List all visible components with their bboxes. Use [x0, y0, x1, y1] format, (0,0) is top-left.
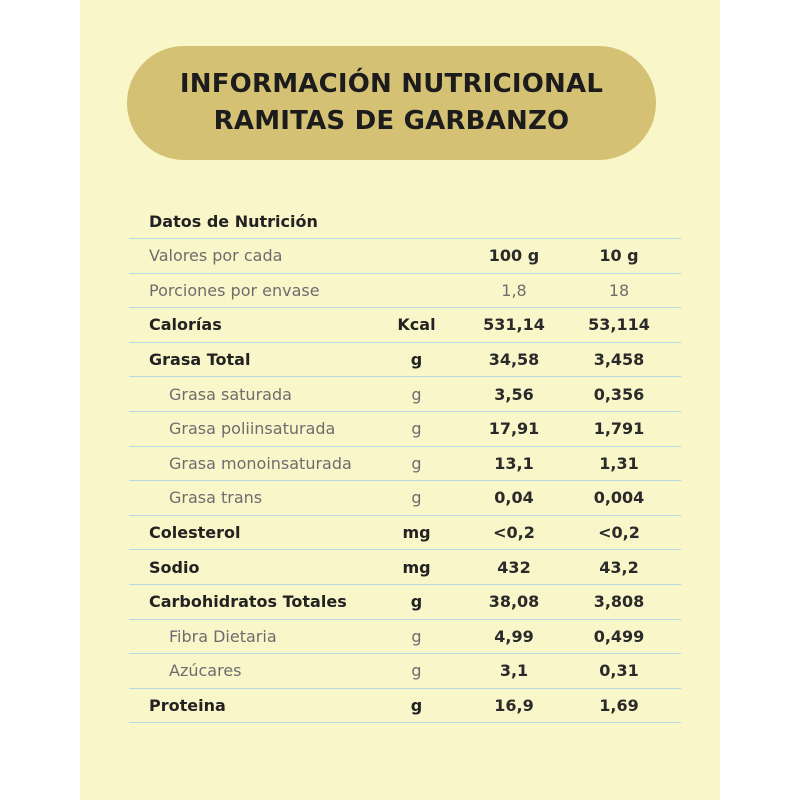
- value-per-100g: <0,2: [493, 523, 535, 543]
- table-row: [129, 377, 681, 412]
- table-row: [129, 654, 681, 689]
- row-label: Calorías: [149, 315, 222, 335]
- row-label: Grasa Total: [149, 350, 251, 370]
- value-per-10g: 0,356: [593, 384, 645, 404]
- value-per-10g: 3,808: [593, 592, 645, 612]
- row-label: Fibra Dietaria: [169, 626, 277, 646]
- value-per-100g: 3,56: [494, 384, 534, 404]
- value-per-100g: 100 g: [488, 246, 540, 266]
- value-per-100g: 3,1: [499, 661, 529, 681]
- value-per-10g: 1,69: [599, 696, 639, 716]
- value-per-10g: 0,499: [593, 626, 645, 646]
- table-row: [129, 274, 681, 309]
- title-line-2: RAMITAS DE GARBANZO: [213, 106, 570, 136]
- row-unit: g: [411, 419, 422, 439]
- row-unit: g: [411, 488, 422, 508]
- table-heading: Datos de Nutrición: [149, 211, 318, 231]
- row-unit: Kcal: [397, 315, 436, 335]
- row-label: Grasa monoinsaturada: [169, 453, 352, 473]
- value-per-10g: 1,791: [593, 419, 645, 439]
- value-per-100g: 13,1: [494, 453, 534, 473]
- row-label: Carbohidratos Totales: [149, 592, 347, 612]
- row-unit: g: [410, 696, 423, 716]
- table-row: [129, 585, 681, 620]
- title-line-1: INFORMACIÓN NUTRICIONAL: [179, 69, 604, 99]
- title-banner: [127, 46, 656, 160]
- value-per-100g: 34,58: [488, 350, 540, 370]
- value-per-10g: 53,114: [588, 315, 650, 335]
- value-per-10g: <0,2: [598, 523, 640, 543]
- row-label: Porciones por envase: [149, 280, 320, 300]
- table-row: [129, 308, 681, 343]
- row-label: Azúcares: [169, 661, 242, 681]
- value-per-100g: 531,14: [483, 315, 545, 335]
- table-row: [129, 620, 681, 655]
- value-per-10g: 18: [608, 280, 630, 300]
- value-per-100g: 16,9: [494, 696, 534, 716]
- table-row: [129, 343, 681, 378]
- table-row: [129, 481, 681, 516]
- row-unit: g: [411, 626, 422, 646]
- row-label: Proteina: [149, 696, 226, 716]
- row-label: Grasa poliinsaturada: [169, 419, 336, 439]
- value-per-10g: 10 g: [599, 246, 639, 266]
- value-per-100g: 38,08: [488, 592, 540, 612]
- row-unit: mg: [402, 523, 431, 543]
- value-per-100g: 4,99: [494, 626, 534, 646]
- table-row: [129, 516, 681, 551]
- row-unit: g: [411, 661, 422, 681]
- value-per-10g: 0,31: [599, 661, 639, 681]
- nutrition-table: [129, 204, 681, 723]
- table-row: [129, 550, 681, 585]
- table-row: [129, 447, 681, 482]
- row-unit: g: [411, 453, 422, 473]
- table-row: [129, 412, 681, 447]
- value-per-100g: 432: [497, 557, 531, 577]
- value-per-10g: 0,004: [593, 488, 645, 508]
- row-label: Grasa trans: [169, 488, 263, 508]
- value-per-10g: 1,31: [599, 453, 639, 473]
- row-unit: mg: [402, 557, 431, 577]
- value-per-10g: 43,2: [599, 557, 639, 577]
- value-per-100g: 17,91: [488, 419, 540, 439]
- row-unit: g: [411, 384, 422, 404]
- table-row: [129, 239, 681, 274]
- row-unit: g: [410, 350, 423, 370]
- value-per-10g: 3,458: [593, 350, 645, 370]
- row-unit: g: [410, 592, 423, 612]
- value-per-100g: 1,8: [501, 280, 527, 300]
- table-heading-row: [129, 204, 681, 239]
- row-label: Sodio: [149, 557, 200, 577]
- row-label: Colesterol: [149, 523, 241, 543]
- value-per-100g: 0,04: [494, 488, 534, 508]
- row-label: Grasa saturada: [169, 384, 292, 404]
- row-label: Valores por cada: [149, 246, 283, 266]
- table-row: [129, 689, 681, 724]
